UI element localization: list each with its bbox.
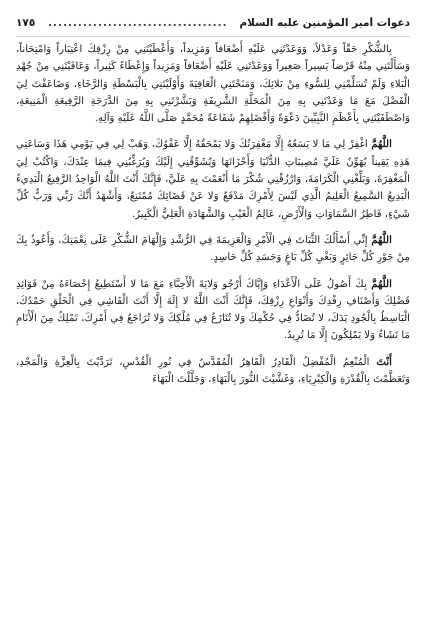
paragraph bbox=[16, 276, 410, 345]
paragraph-lead: أَنْتَ bbox=[376, 355, 392, 368]
paragraph-text: بِكَ أَصُولُ عَلَى الْأَعْدَاءِ وَإِيَّاكَ أَرْجُو وَلايَةَ الْأَحِبَّاءِ مَعَ مَا لا أَسْتَطِيعُ إِحْصَاءَهُ مِنْ فَوَائِدِ فَضْلِكَ وَأَصْنَافِ رِفْدِكَ وَأَنْوَاعِ رِزْقِكَ، فَإِنَّكَ أَنْتَ اللَّهُ لا إِلَهَ إِلَّا أَنْتَ الْفَاشِي فِي الْخَلْقِ حَمْدُكَ، الْبَاسِطُ بِالْجُودِ يَدَكَ، لا تُضَادُّ فِي حُكْمِكَ وَلا تُنَازَعُ فِي مُلْكِكَ وَلا تُرَاجَعُ فِي أَمْرِكَ، تَمْلِكُ مِنَ الْأَنَامِ مَا تَشَاءُ وَلا يَمْلِكُونَ إِلَّا مَا تُرِيدُ. bbox=[16, 278, 410, 342]
paragraph bbox=[16, 354, 410, 389]
paragraph bbox=[16, 232, 410, 267]
running-title: دعوات أمير المؤمنين عليه السلام bbox=[239, 17, 410, 29]
page-header bbox=[16, 10, 410, 37]
paragraph bbox=[16, 41, 410, 127]
page-body bbox=[16, 41, 410, 388]
paragraph-text: اغْفِرْ لِي مَا لا يَسَعُهُ إِلَّا مَغْفِرَتُكَ وَلا يَمْحَقُهُ إِلَّا عَفْوُكَ، وَهَبْ لِي فِي يَوْمِي هَذَا وَسَاعَتِي هَذِهِ يَقِيناً يُهَوِّنُ عَلَيَّ مُصِيبَاتِ الدُّنْيَا وَأَحْزَانَهَا وَيُشَوِّقُنِي إِلَيْكَ وَيُرَغِّبُنِي فِيمَا عِنْدَكَ، وَاكْتُبْ لِيَ الْمَغْفِرَةَ، وَبَلِّغْنِي الْكَرَامَةَ، وَارْزُقْنِي شُكْرَ مَا أَنْعَمْتَ بِهِ عَلَيَّ، فَإِنَّكَ أَنْتَ اللَّهُ الْوَاحِدُ الرَّفِيعُ الْبَدِيءُ الْبَدِيعُ السَّمِيعُ الْعَلِيمُ الَّذِي لَيْسَ لِأَمْرِكَ مَدْفَعٌ وَلا عَنْ قَضَائِكَ مُمْتَنِعٌ، وَأَشْهَدُ أَنَّكَ رَبِّي وَرَبُّ كُلِّ شَيْءٍ، فَاطِرُ السَّمَاوَاتِ وَالْأَرْضِ، عَالِمُ الْغَيْبِ وَالشَّهَادَةِ الْعَلِيُّ الْكَبِيرُ. bbox=[16, 139, 410, 220]
paragraph-lead: اللَّهُمَّ bbox=[371, 138, 392, 151]
paragraph-lead: اللَّهُمَّ bbox=[371, 277, 392, 290]
paragraph bbox=[16, 136, 410, 222]
paragraph-text: إِنِّي أَسْأَلُكَ الثَّبَاتَ فِي الْأَمْرِ وَالْعَزِيمَةَ فِي الرُّشْدِ وَإِلْهَامَ الشُّكْرِ عَلَى نِعْمَتِكَ، وَأَعُوذُ بِكَ مِنْ جَوْرِ كُلِّ جَائِرٍ وَبَغْيِ كُلِّ بَاغٍ وَحَسَدِ كُلِّ حَاسِدٍ. bbox=[16, 234, 410, 264]
header-dot-leader: .................................... bbox=[48, 17, 228, 29]
page-number: ١٧٥ bbox=[16, 17, 36, 29]
paragraph-text: الْمُنْعِمُ الْمُفْضِلُ الْقَادِرُ الْقَاهِرُ الْمُقَدَّسُ فِي نُورِ الْقُدْسِ، تَرَدَّيْتَ بِالْعِزَّةِ وَالْمَجْدِ، وَتَعَظَّمْتَ بِالْقُدْرَةِ وَالْكِبْرِيَاءِ، وَغَشَّيْتَ النُّورَ بِالْبَهَاءِ، وَجَلَّلْتَ الْبَهَاءَ bbox=[16, 356, 410, 386]
paragraph-lead: اللَّهُمَّ bbox=[371, 233, 392, 246]
paragraph-text: بِالشُّكْرِ حَقّاً وَعَدْلاً، وَوَعَدْتَنِي عَلَيْهِ أَضْعَافاً وَمَزِيداً، وَأَعْطَيْتَنِي مِنْ رِزْقِكَ اعْتِبَاراً وَامْتِحَاناً، وَسَأَلْتَنِي مِنْهُ قَرْضاً يَسِيراً صَغِيراً وَوَعَدْتَنِي عَلَيْهِ أَضْعَافاً وَمَزِيداً وَإِعْطَاءً كَثِيراً، وَعَافَيْتَنِي مِنْ جُهْدِ الْبَلاءِ وَلَمْ تُسَلِّمْنِي لِلسُّوءِ مِنْ بَلائِكَ، وَمَنَحْتَنِي الْعَافِيَةَ وَأَوْلَيْتَنِي بِالْبَسْطَةِ وَالرَّخَاءِ، وَضَاعَفْتَ لِيَ الْفَضْلَ مَعَ مَا وَعَدْتَنِي بِهِ مِنَ الْمَحَلَّةِ الشَّرِيفَةِ وَبَشَّرْتَنِي بِهِ مِنَ الدَّرَجَةِ الرَّفِيعَةِ الْمَنِيعَةِ، وَاصْطَفَيْتَنِي بِأَعْظَمِ النَّبِيِّينَ دَعْوَةً وَأَفْضَلِهِمْ شَفَاعَةً مُحَمَّدٍ صَلَّى اللَّهُ عَلَيْهِ وَآلِهِ. bbox=[16, 44, 410, 125]
